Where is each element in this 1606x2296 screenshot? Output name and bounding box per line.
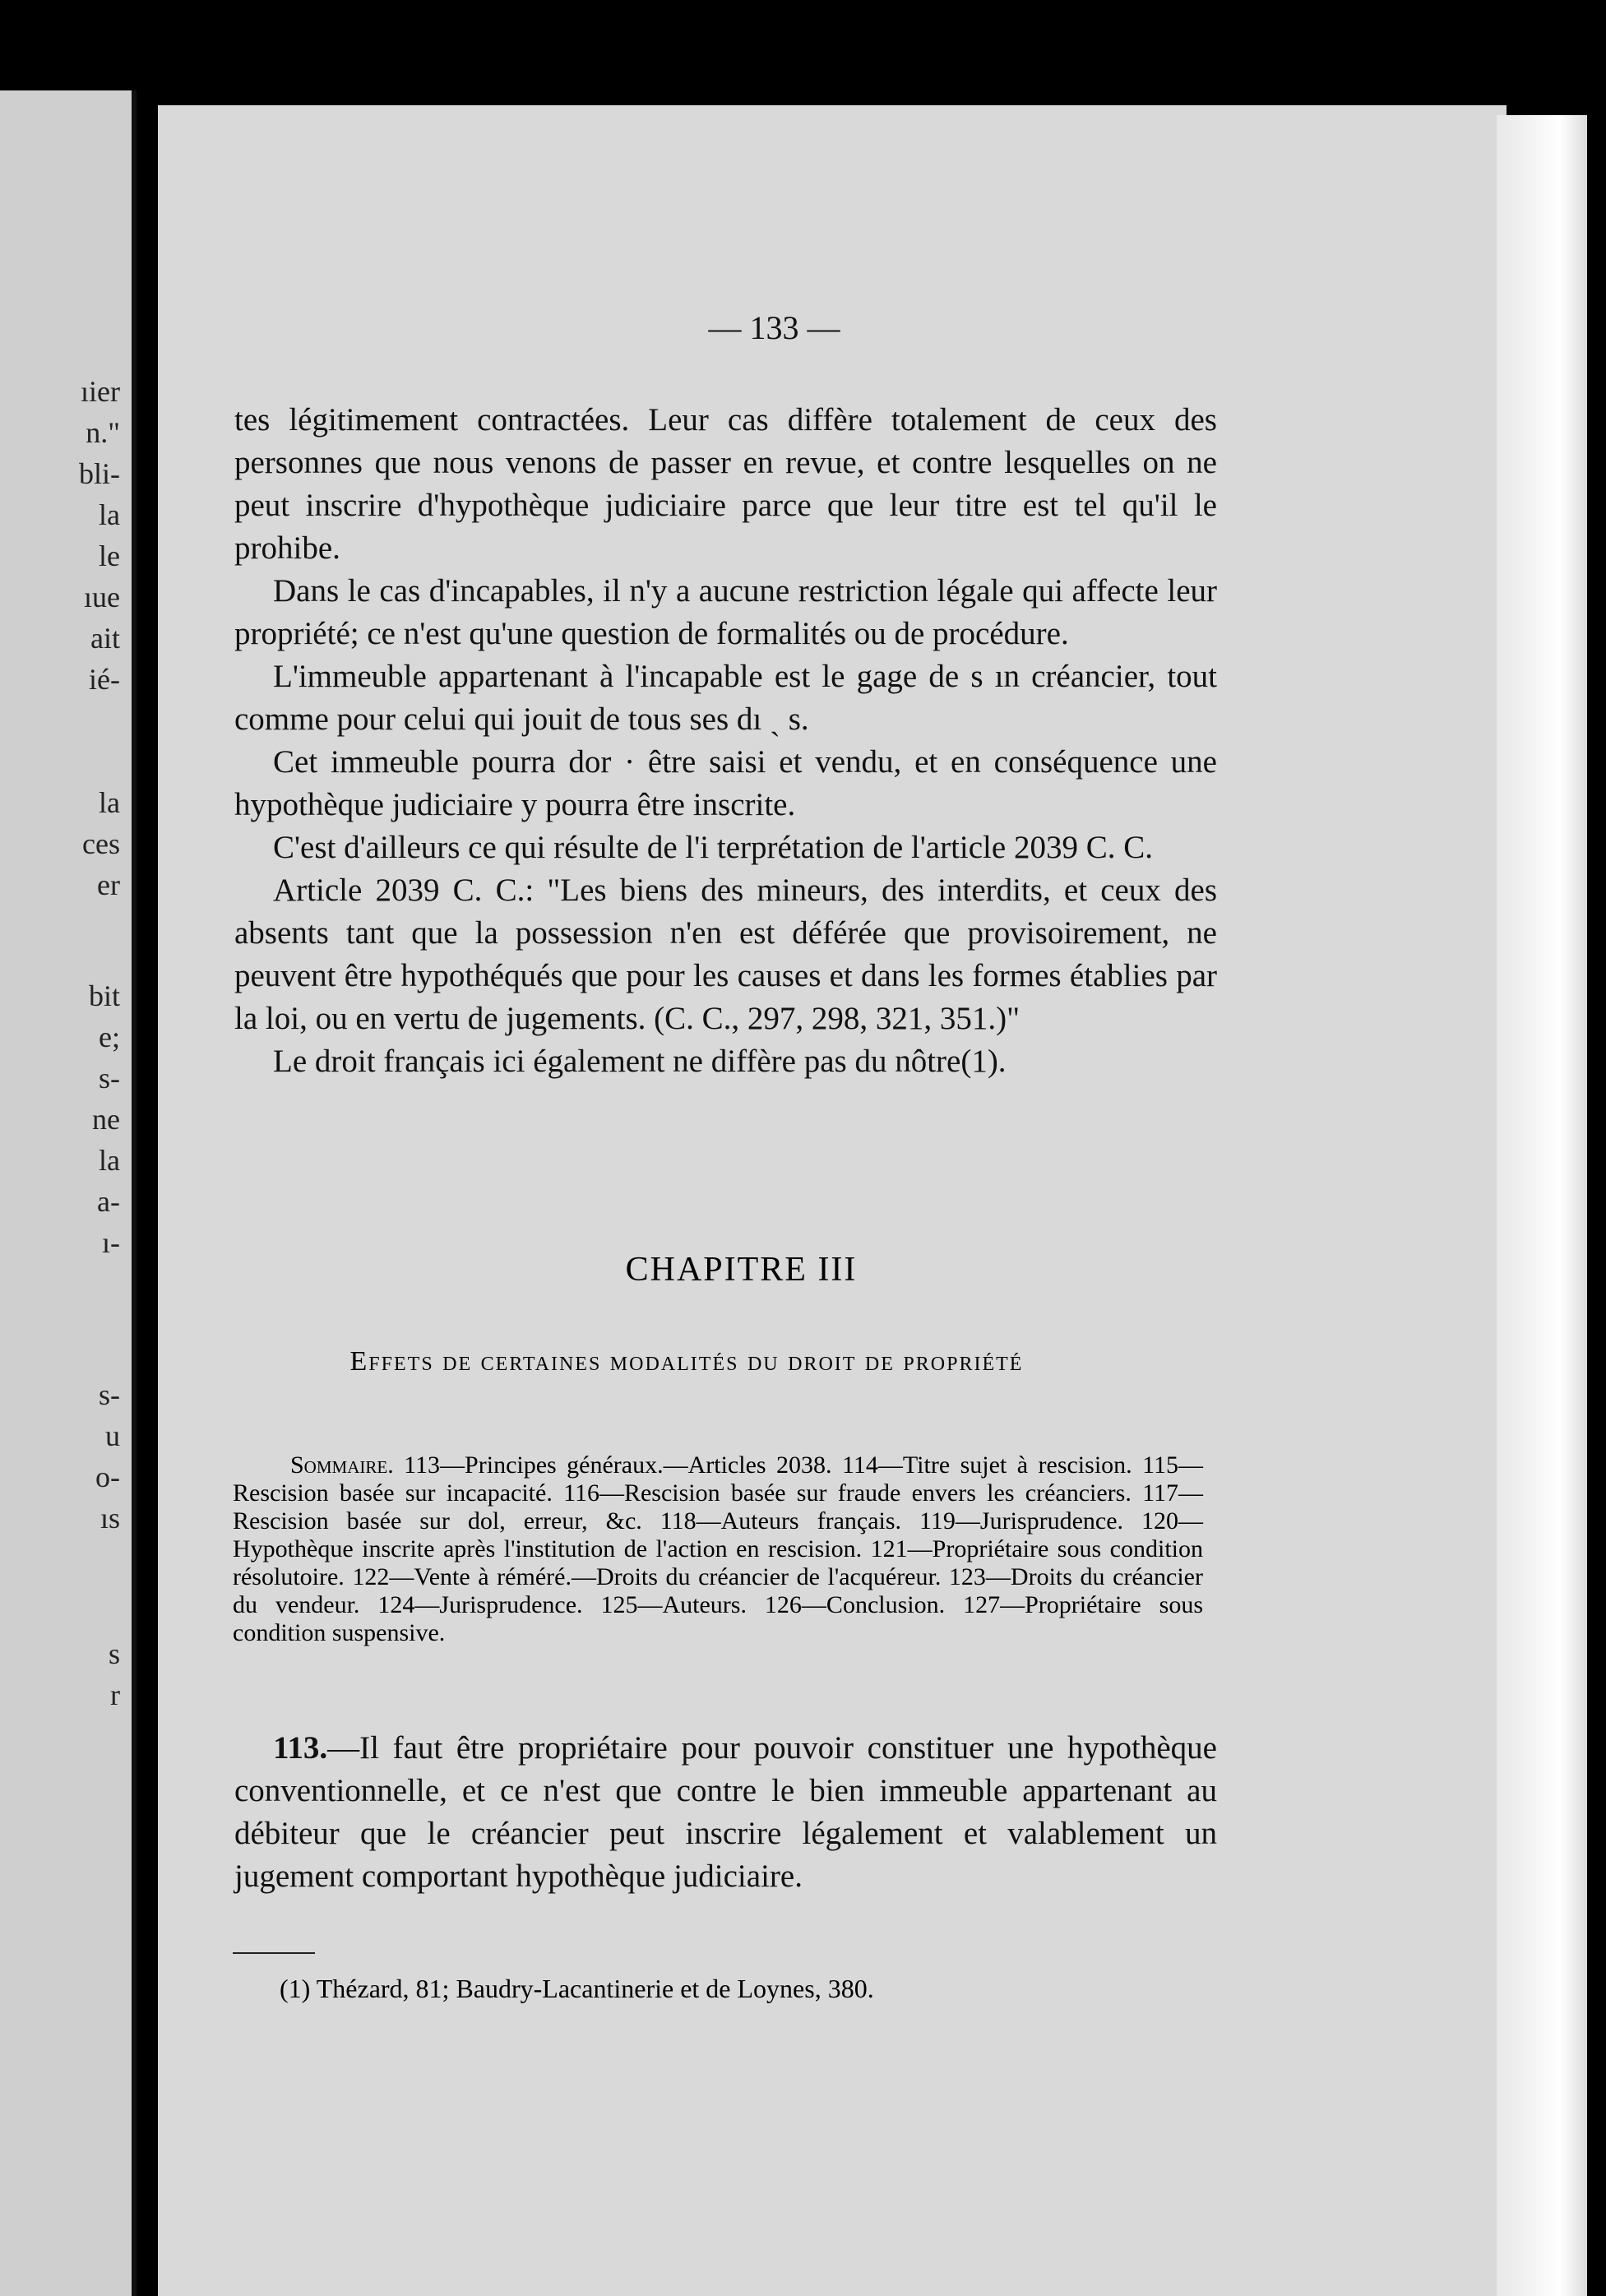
prev-page-fragment: la	[99, 786, 120, 819]
prev-page-fragment: a-	[97, 1185, 120, 1218]
prev-page-fragment: ait	[90, 622, 120, 655]
prev-page-fragment: u	[105, 1419, 120, 1452]
paragraph: Dans le cas d'incapables, il n'y a aucune restriction légale qui affecte leur propriété; ce n'est qu'une question de formalités ou de procédure.	[234, 573, 1217, 651]
footnote-rule	[233, 1952, 315, 1954]
section-text: —Il faut être propriétaire pour pouvoir constituer une hypothèque conventionnelle, et ce n'est que contre le bien immeuble appartenant au débiteur que le créancier peut inscrire légalement et valablement un jugement comportant hypothèque judiciaire.	[234, 1730, 1217, 1894]
summary-label: Sommaire.	[290, 1451, 394, 1479]
page-number: — 133 —	[708, 309, 840, 346]
prev-page-fragment: ces	[82, 827, 120, 860]
prev-page-fragment: s	[108, 1637, 120, 1670]
prev-page-fragment: r	[110, 1678, 120, 1711]
prev-page-fragment: le	[99, 539, 120, 572]
prev-page-fragment: ı-	[102, 1226, 120, 1259]
prev-page-fragment: ne	[92, 1103, 120, 1136]
paragraph: Article 2039 C. C.: "Les biens des mineurs, des interdits, et ceux des absents tant que la possession n'en est déférée que provisoirement, ne peuvent être hypothéqués que pour les causes et dans les formes établies par la loi, ou en vertu de jugements. (C. C., 297, 298, 321, 351.)"	[234, 873, 1217, 1036]
prev-page-fragment: s-	[99, 1062, 120, 1095]
prev-page-fragment: o-	[95, 1460, 120, 1493]
footnote: (1) Thézard, 81; Baudry-Lacantinerie et de Loynes, 380.	[280, 1974, 874, 2003]
prev-page-fragment: n."	[86, 416, 120, 449]
prev-page-fragment: er	[97, 868, 120, 901]
body-text	[234, 399, 1217, 1083]
prev-page-fragment: ıue	[84, 581, 120, 613]
prev-page-fragment: la	[99, 498, 120, 531]
prev-page-fragment: ıier	[81, 375, 120, 408]
section-113	[234, 1727, 1217, 1898]
chapter-subtitle: Effets de certaines modalités du droit de propriété	[349, 1346, 1024, 1377]
prev-page-fragment: bli-	[79, 457, 120, 490]
paragraph: Le droit français ici également ne diffère pas du nôtre(1).	[273, 1044, 1007, 1079]
previous-page-edge	[0, 90, 137, 2296]
prev-page-fragment: s-	[99, 1378, 120, 1411]
prev-page-fragment: la	[99, 1144, 120, 1177]
prev-page-fragment: e;	[99, 1021, 120, 1053]
section-number: 113.	[273, 1730, 328, 1766]
summary-text: 113—Principes généraux.—Articles 2038. 114—Titre sujet à rescision. 115—Rescision basée sur incapacité. 116—Rescision basée sur fraude envers les créanciers. 117—Rescision basée sur dol, erreur, &c. 118—Auteurs français. 119—Jurisprudence. 120—Hypothèque inscrite après l'institution de l'action en rescision. 121—Propriétaire sous condition résolutoire. 122—Vente à réméré.—Droits du créancier de l'acquéreur. 123—Droits du créancier du vendeur. 124—Jurisprudence. 125—Auteurs. 126—Conclusion. 127—Propriétaire sous condition suspensive.	[233, 1451, 1204, 1646]
paragraph: L'immeuble appartenant à l'incapable est le gage de s ın créancier, tout comme pour celui qui jouit de tous ses dı ˏ s.	[234, 659, 1217, 737]
paragraph: Cet immeuble pourra dor · être saisi et vendu, et en conséquence une hypothèque judiciaire y pourra être inscrite.	[234, 744, 1217, 822]
paragraph: tes légitimement contractées. Leur cas diffère totalement de ceux des personnes que nous venons de passer en revue, et contre lesquelles on ne peut inscrire d'hypothèque judiciaire parce que leur titre est tel qu'il le prohibe.	[234, 402, 1217, 566]
paragraph: C'est d'ailleurs ce qui résulte de l'i terprétation de l'article 2039 C. C.	[273, 830, 1153, 865]
chapter-summary	[233, 1451, 1203, 1647]
chapter-title: CHAPITRE III	[625, 1251, 858, 1289]
prev-page-fragment: ié-	[89, 663, 120, 696]
prev-page-fragment: ıs	[100, 1502, 120, 1535]
prev-page-fragment: bit	[88, 979, 120, 1012]
page-edge	[1497, 115, 1587, 2296]
